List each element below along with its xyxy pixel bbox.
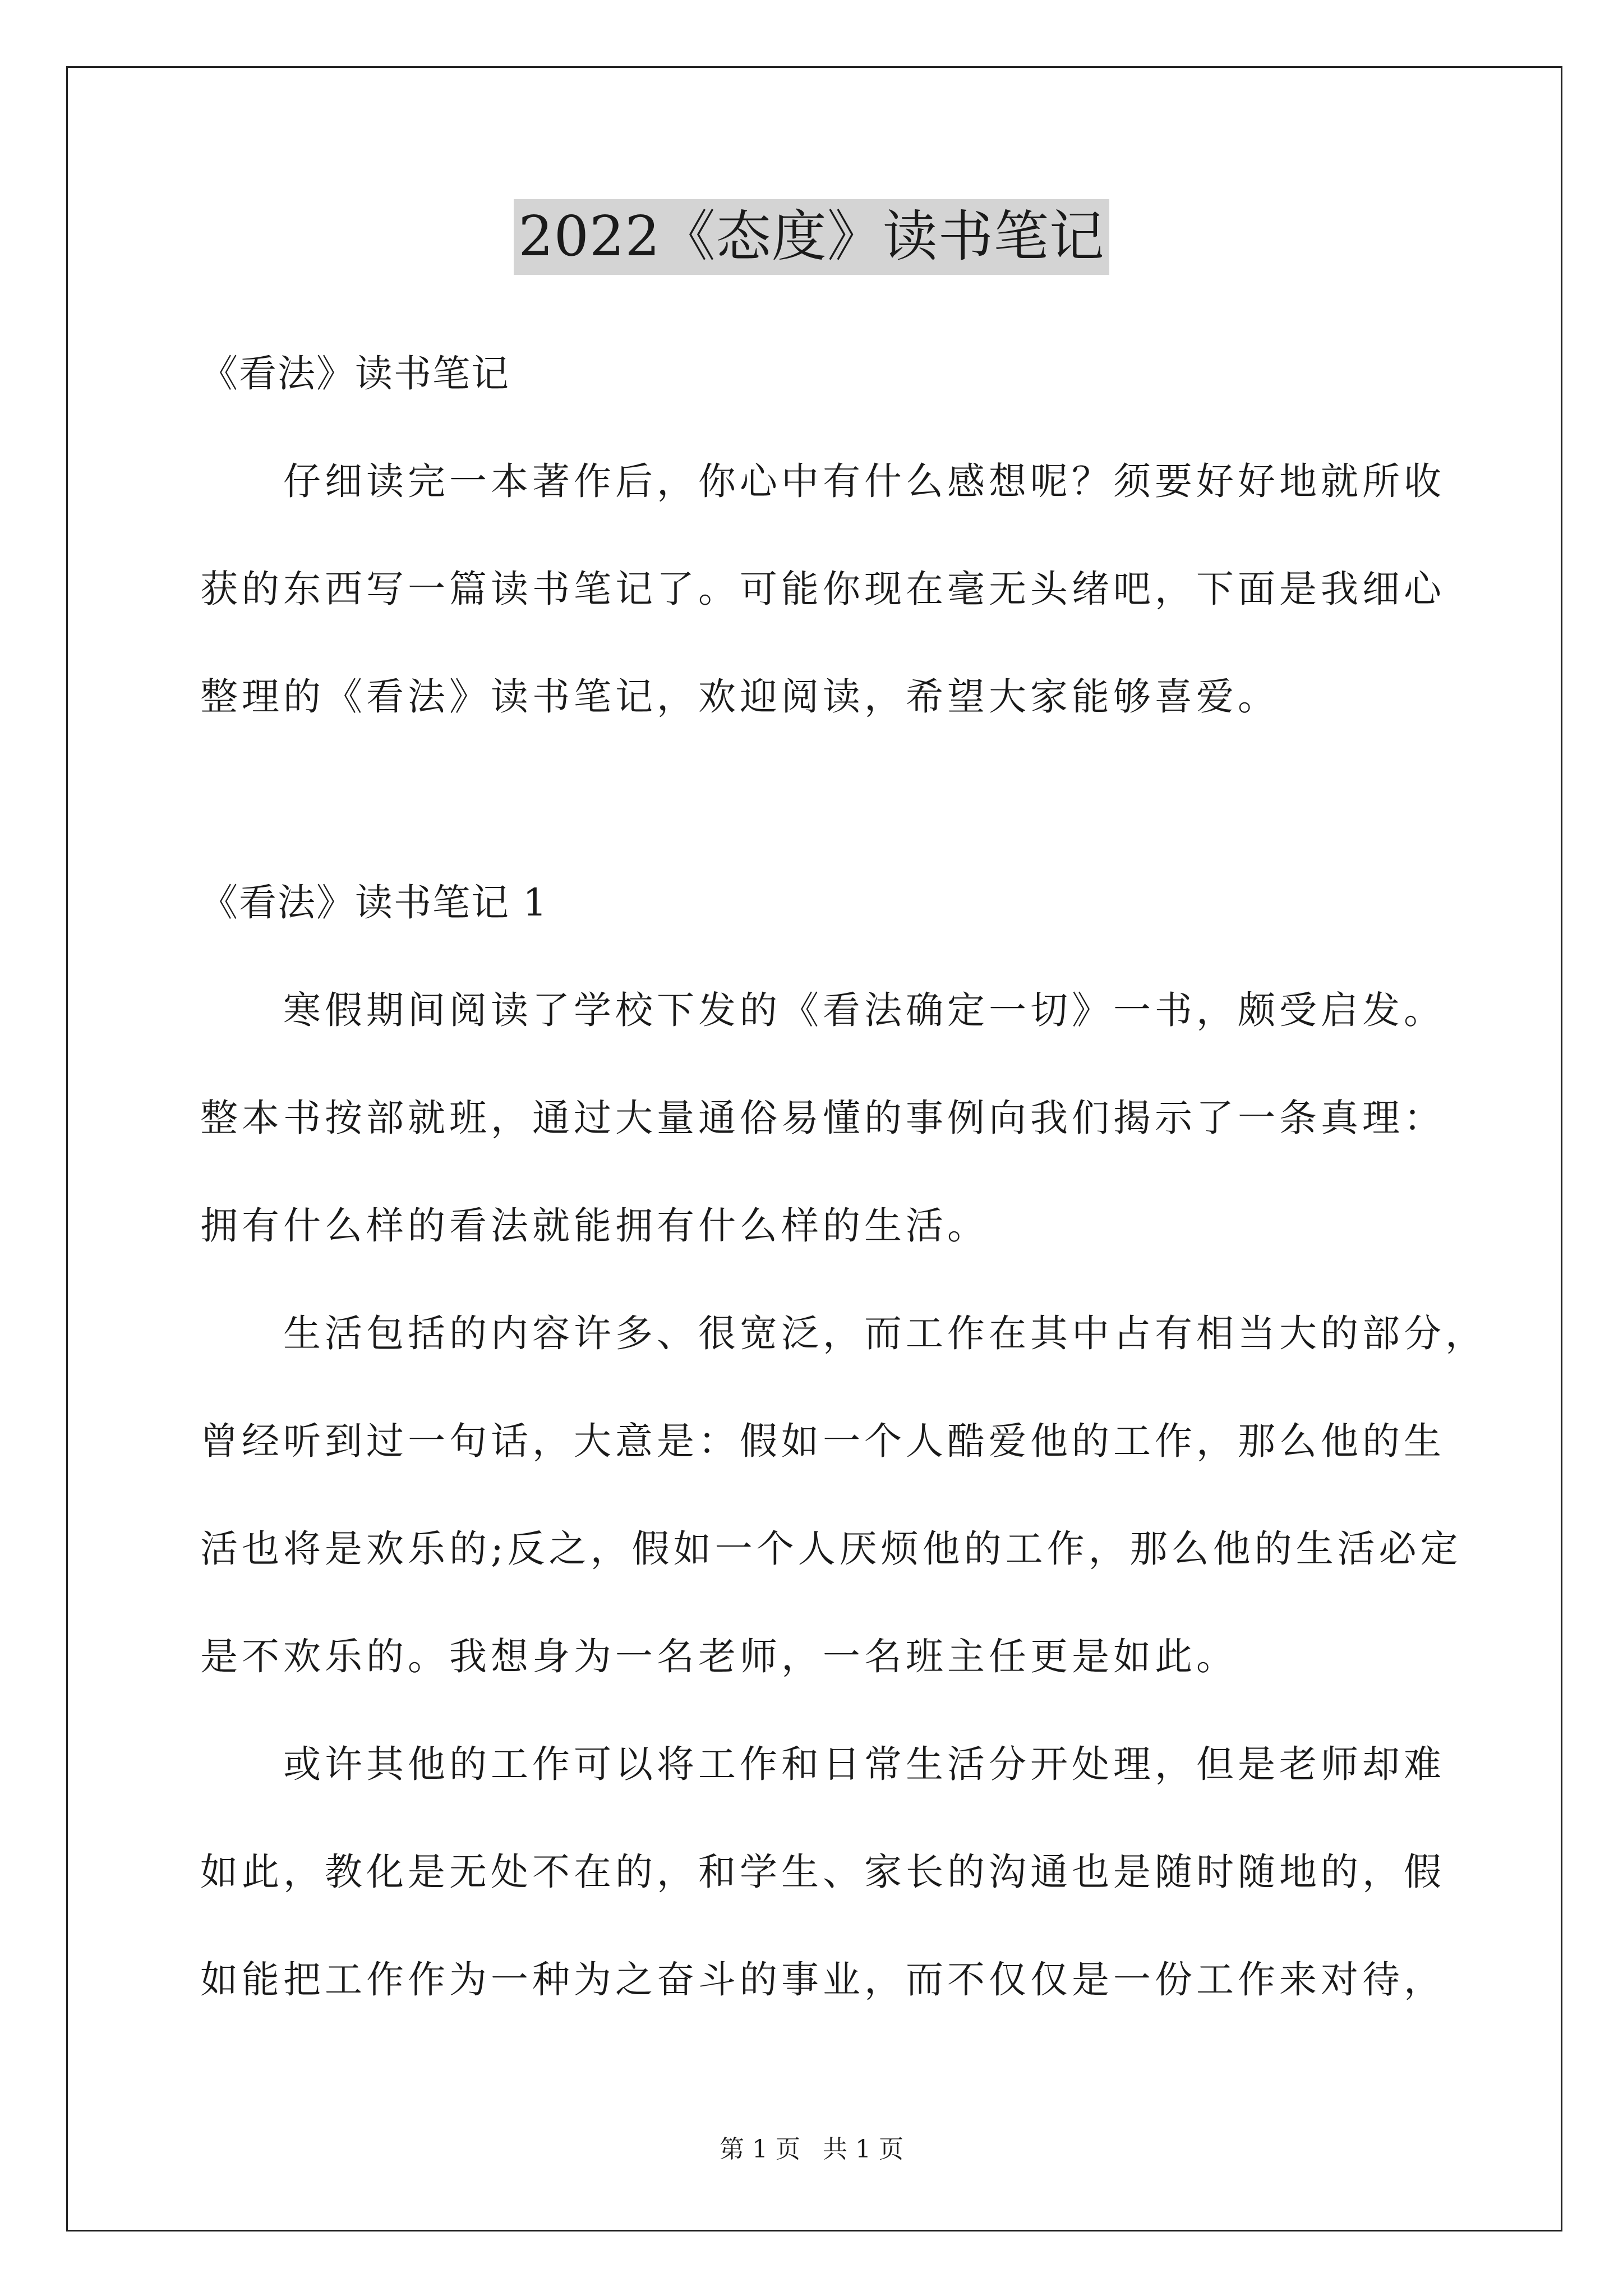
paragraph-2-line-2: 曾经听到过一句话，大意是：假如一个人酷爱他的工作，那么他的生 — [200, 1419, 1445, 1463]
document-body — [200, 320, 1487, 2033]
page-footer — [0, 2133, 1623, 2166]
section-heading: 《看法》读书笔记 1 — [200, 881, 548, 924]
paragraph-2-line-1: 生活包括的内容许多、很宽泛，而工作在其中占有相当大的部分， — [283, 1312, 1487, 1355]
title-container — [0, 199, 1623, 275]
intro-line-3: 整理的《看法》读书笔记，欢迎阅读，希望大家能够喜爱。 — [200, 675, 1279, 719]
page-number: 第 1 页 — [720, 2135, 800, 2164]
section-gap — [200, 751, 1434, 849]
page-total: 共 1 页 — [823, 2135, 903, 2164]
intro-line-1: 仔细读完一本著作后，你心中有什么感想呢？须要好好地就所收 — [283, 459, 1445, 503]
paragraph-1-line-3: 拥有什么样的看法就能拥有什么样的生活。 — [200, 1204, 989, 1248]
paragraph-3-line-3: 如能把工作作为一种为之奋斗的事业，而不仅仅是一份工作来对待， — [200, 1958, 1445, 2001]
intro-line-2: 获的东西写一篇读书笔记了。可能你现在毫无头绪吧，下面是我细心 — [200, 567, 1445, 611]
paragraph-3-line-2: 如此，教化是无处不在的，和学生、家长的沟通也是随时随地的，假 — [200, 1850, 1445, 1894]
paragraph-1-line-1: 寒假期间阅读了学校下发的《看法确定一切》一书，颇受启发。 — [283, 988, 1445, 1032]
paragraph-1-line-2: 整本书按部就班，通过大量通俗易懂的事例向我们揭示了一条真理： — [200, 1096, 1445, 1140]
paragraph-2-line-3: 活也将是欢乐的;反之，假如一个人厌烦他的工作，那么他的生活必定 — [200, 1527, 1462, 1571]
paragraph-3-line-1: 或许其他的工作可以将工作和日常生活分开处理，但是老师却难 — [283, 1742, 1445, 1786]
document-title: 2022《态度》读书笔记 — [514, 199, 1109, 275]
subtitle-heading: 《看法》读书笔记 — [200, 352, 510, 395]
paragraph-2-line-4: 是不欢乐的。我想身为一名老师，一名班主任更是如此。 — [200, 1635, 1238, 1678]
